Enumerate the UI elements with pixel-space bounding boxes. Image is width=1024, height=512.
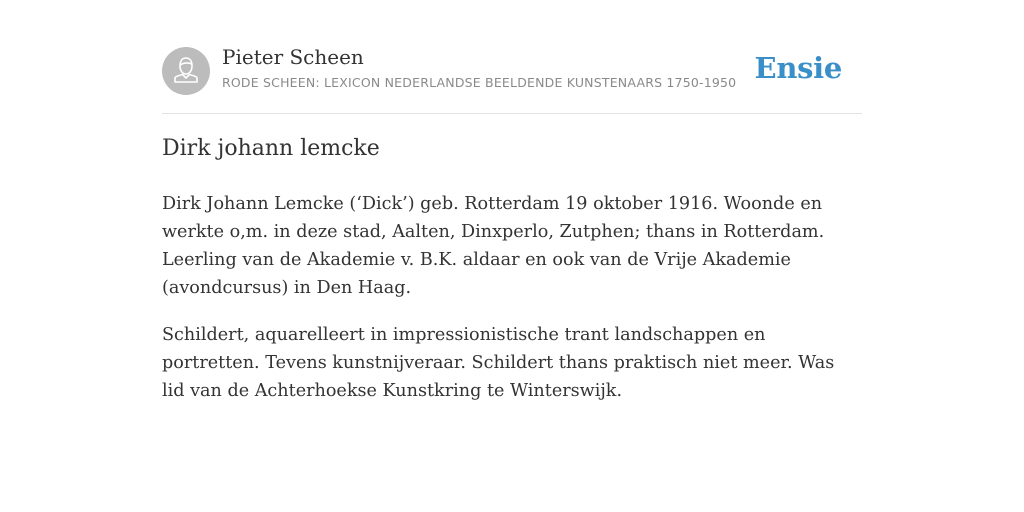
- article-title: Dirk johann lemcke: [162, 136, 380, 161]
- author-avatar[interactable]: [162, 47, 210, 95]
- article-card: [162, 0, 862, 401]
- article-body: [162, 190, 862, 424]
- article-paragraph: Dirk Johann Lemcke (‘Dick’) geb. Rotterdam 19 oktober 1916. Woonde en werkte o,m. in deze stad, Aalten, Dinxperlo, Zutphen; thans in Rotterdam. Leerling van de Akademie v. B.K. aldaar en ook van de Vrije Akademie (avondcursus) in Den Haag.: [162, 194, 825, 298]
- article-header: [162, 0, 862, 114]
- author-name[interactable]: Pieter Scheen: [222, 45, 364, 69]
- article-paragraph: Schildert, aquarelleert in impressionistische trant landschappen en portretten. Tevens kunstnijveraar. Schildert thans praktisch niet meer. Was lid van de Achterhoekse Kunstkring te Winterswijk.: [162, 325, 835, 401]
- brand-logo[interactable]: Ensie: [754, 51, 842, 85]
- source-title[interactable]: RODE SCHEEN: LEXICON NEDERLANDSE BEELDENDE KUNSTENAARS 1750-1950: [222, 75, 737, 90]
- user-silhouette-icon: [162, 47, 210, 95]
